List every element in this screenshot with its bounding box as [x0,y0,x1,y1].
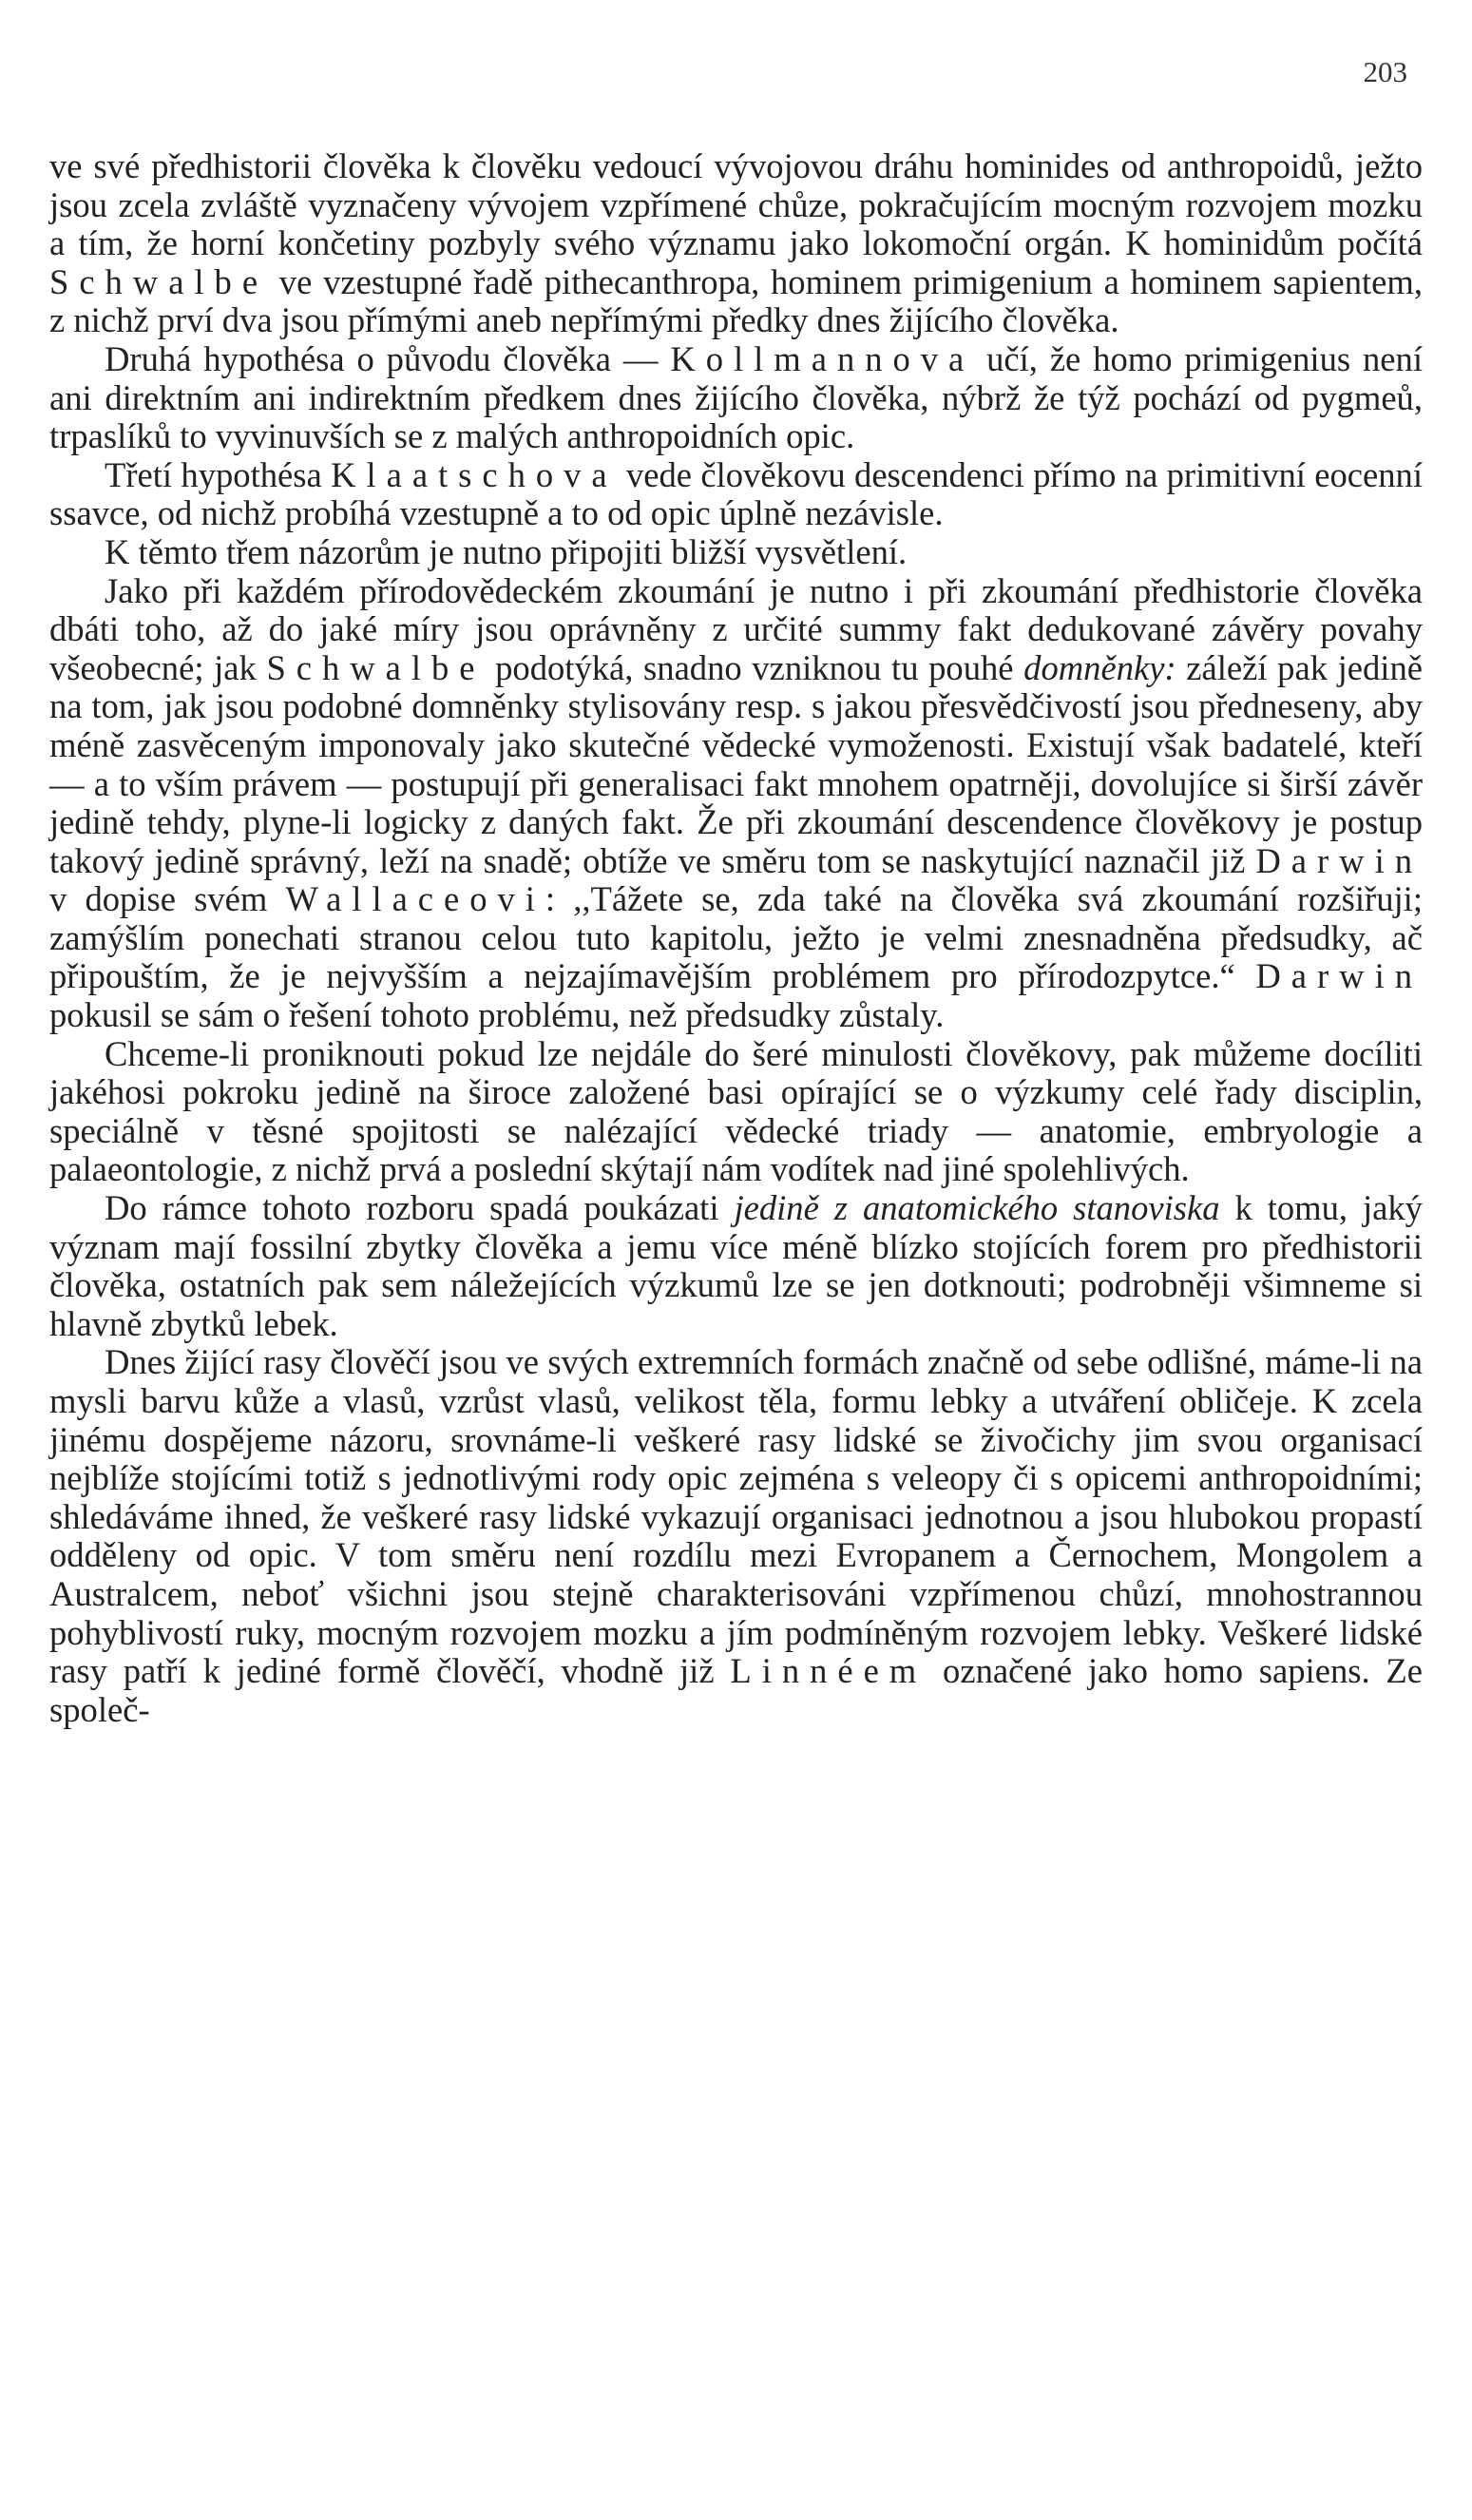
spaced-name: Darwin [1255,840,1423,880]
italic-text: jedině z anatomického stanoviska [734,1188,1220,1228]
text-run: Třetí hypothésa [105,454,332,494]
text-run: : ,,Tážete se, zda také na člověka svá zkoumání rozšiřuji; zamýšlím ponechati stranou celou tuto kapitolu, ježto je velmi znesnadněna předsudky, ač připouštím, že je nejvyšším a nejzajímavějším problémem pro přírodozpytce.“ [49,879,1423,996]
spaced-name: Schwalbe [49,261,269,301]
spaced-name: Schwalbe [266,647,486,687]
text-run: ve vzestupné řadě pithecanthropa, hominem primigenium a hominem sapientem, z nichž prví dva jsou přímými aneb nepřímými předky dnes žijícího člověka. [49,261,1423,340]
text-run: K těmto třem názorům je nutno připojiti bližší vysvětlení. [105,531,908,571]
paragraph [49,1343,1423,1729]
paragraph [49,1189,1423,1343]
paragraph [49,147,1423,340]
text-run: záleží pak jedině na tom, jak jsou podobné domněnky stylisovány resp. s jakou přesvědčivostí jsou předneseny, aby méně zasvěceným imponovaly jako skutečné vědecké vymoženosti. Existují však badatelé, kteří — a to vším právem — postupují při generalisaci fakt mnohem opatrněji, dovolujíce si širší závěr jedině tehdy, plyne-li logicky z daných fakt. Že při zkoumání descendence člověkovy je postup takový jedině správný, leží na snadě; obtíže ve směru tom se naskytující naznačil již [49,647,1423,880]
text-run: Chceme-li proniknouti pokud lze nejdále do šeré minulosti člověkovy, pak můžeme docíliti jakéhosi pokroku jedině na široce založené basi opírající se o výzkumy celé řady disciplin, speciálně v těsné spojitosti se nalézající vědecké triady — anatomie, embryologie a palaeontologie, z nichž prvá a poslední skýtají nám vodítek nad jiné spolehlivých. [49,1033,1423,1189]
text-run: Dnes žijící rasy člověčí jsou ve svých extremních formách značně od sebe odlišné, máme-li na mysli barvu kůže a vlasů, vzrůst vlasů, velikost těla, formu lebky a utváření obličeje. K zcela jinému dospějeme názoru, srovnáme-li veškeré rasy lidské se živočichy jim svou organisací nejblíže stojícími totiž s jednotlivými rody opic zejména s veleopy či s opicemi anthropoidními; shledáváme ihned, že veškeré rasy lidské vykazují organisaci jednotnou a jsou hlubokou propastí odděleny od opic. V tom směru není rozdílu mezi Evropanem a Černochem, Mongolem a Australcem, neboť všichni jsou stejně charakterisováni vzpřímenou chůzí, mnohostrannou pohyblivostí ruky, mocným rozvojem mozku a jím podmíněným rozvojem lebky. Veškeré lidské rasy patří k jediné formě člověčí, vhodně již [49,1342,1423,1691]
paragraph [49,456,1423,533]
body-text [49,147,1423,1729]
spaced-name: Linnéem [730,1651,927,1691]
text-run: podotýká, snadno vzniknou tu pouhé [485,647,1024,687]
page-number: 203 [1363,55,1407,88]
text-run: ve své předhistorii člověka k člověku vedoucí vývojovou dráhu hominides od anthropoidů, ježto jsou zcela zvláště vyznačeny vývojem vzpřímené chůze, pokračujícím mocným rozvojem mozku a tím, že horní končetiny pozbyly svého významu jako lokomoční orgán. K hominidům počítá [49,146,1423,263]
spaced-name: Darwin [1255,956,1423,996]
spaced-name: Kollmannova [670,338,975,378]
text-run: pokusil se sám o řešení tohoto problému, než předsudky zůstaly. [49,995,945,1035]
paragraph [49,572,1423,1035]
spaced-name: Klaatschova [331,454,618,494]
text-run: Druhá hypothésa o původu člověka — [105,338,671,378]
paragraph [49,340,1423,456]
paragraph [49,533,1423,572]
text-run: Do rámce tohoto rozboru spadá poukázati [105,1188,735,1228]
italic-text: domněnky: [1023,647,1176,687]
text-run: vede člověkovu descendenci přímo na primitivní eocenní ssavce, od nichž probíhá vzestupně a to od opic úplně nezávisle. [49,454,1424,533]
text-run: Jako při každém přírodovědeckém zkoumání je nutno i při zkoumání předhistorie člověka dbáti toho, až do jaké míry jsou oprávněny z určité summy fakt dedukované závěry povahy všeobecné; jak [49,570,1423,687]
text-run: k tomu, jaký význam mají fossilní zbytky člověka a jemu více méně blízko stojících forem pro předhistorii člověka, ostatních pak sem náležejících výzkumů lze se jen dotknouti; podrobněji všimneme si hlavně zbytků lebek. [49,1188,1423,1343]
text-run: v dopise svém [49,879,286,919]
text-run: označené jako homo sapiens. Ze společ- [49,1651,1423,1729]
paragraph [49,1035,1423,1189]
text-run: učí, že homo primigenius není ani direktním ani indirektním předkem dnes žijícího člověka, nýbrž že týž pochází od pygmeů, trpaslíků to vyvinuvších se z malých anthropoidních opic. [49,338,1423,456]
spaced-name: Wallaceovi [285,879,545,919]
